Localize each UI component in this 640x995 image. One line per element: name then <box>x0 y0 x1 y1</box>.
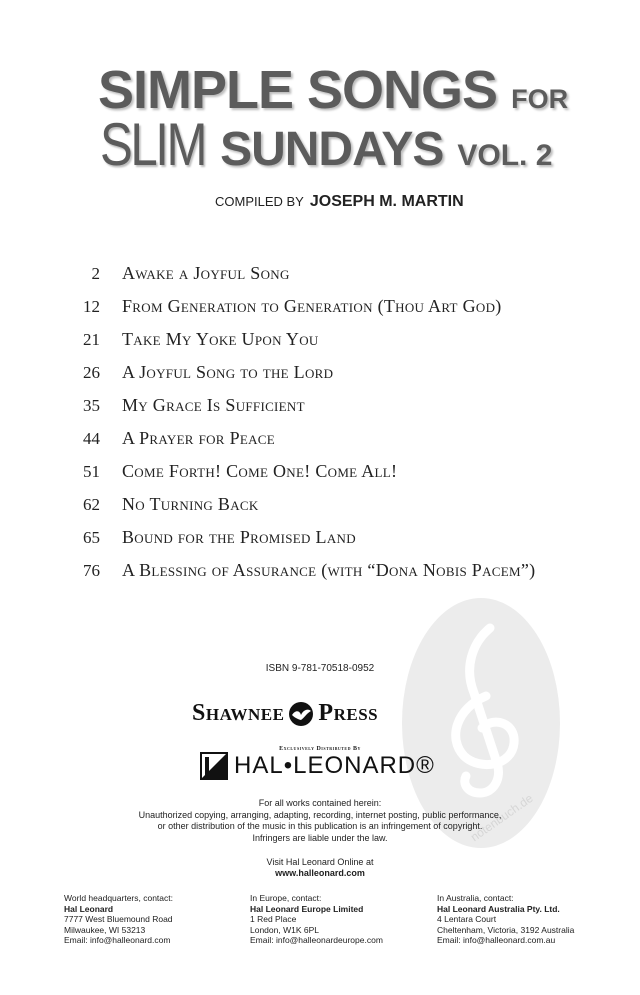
toc-title: A Prayer for Peace <box>122 428 276 448</box>
compiled-by-label: COMPILED BY <box>215 194 304 209</box>
shawnee-press-logo <box>192 700 378 727</box>
toc-entry[interactable] <box>60 362 620 395</box>
address-heading: In Europe, contact: <box>250 893 322 903</box>
address-europe <box>250 893 383 946</box>
hal-leonard-logo <box>200 752 435 780</box>
address-line: Cheltenham, Victoria, 3192 Australia <box>437 924 575 935</box>
address-heading: In Australia, contact: <box>437 893 514 903</box>
toc-entry[interactable] <box>60 395 620 428</box>
toc-title: From Generation to Generation (Thou Art God) <box>122 296 502 316</box>
toc-page: 12 <box>83 297 100 316</box>
address-line: 1 Red Place <box>250 914 297 924</box>
isbn: ISBN 9-781-70518-0952 <box>265 663 375 674</box>
toc-title: A Blessing of Assurance (with “Dona Nobis Pacem”) <box>122 560 536 580</box>
address-email[interactable]: Email: info@halleonard.com.au <box>437 935 556 945</box>
title-slim: SLIM <box>100 111 205 178</box>
toc-page: 21 <box>83 330 100 349</box>
address-line: 7777 West Bluemound Road <box>64 914 173 924</box>
address-email[interactable]: Email: info@halleonardeurope.com <box>250 935 383 945</box>
title-for: FOR <box>511 84 569 114</box>
address-heading: World headquarters, contact: <box>64 893 173 903</box>
dove-icon <box>286 701 316 727</box>
toc-title: A Joyful Song to the Lord <box>122 362 334 382</box>
title-sundays: SUNDAYS <box>220 123 444 176</box>
legal-line: or other distribution of the music in this publication is an infringement of copyright. <box>157 821 483 831</box>
toc-entry[interactable] <box>60 560 620 593</box>
hal-leonard-mark-icon <box>200 752 228 780</box>
toc-title: My Grace Is Sufficient <box>122 395 305 415</box>
address-email[interactable]: Email: info@halleonard.com <box>64 935 171 945</box>
toc-entry[interactable] <box>60 527 620 560</box>
compiler-name: JOSEPH M. MARTIN <box>309 193 464 210</box>
hal-leonard-wordmark: HAL•LEONARD® <box>234 752 435 779</box>
address-line: Milwaukee, WI 53213 <box>64 924 146 935</box>
toc-page: 76 <box>83 561 100 580</box>
toc-page: 35 <box>83 396 100 415</box>
title-vol: VOL. 2 <box>457 139 553 172</box>
title-simple-songs: SIMPLE SONGS <box>98 60 498 120</box>
visit-text: Visit Hal Leonard Online at <box>266 857 374 867</box>
toc-title: Come Forth! Come One! Come All! <box>122 461 398 481</box>
visit-online <box>0 857 640 879</box>
toc-entry[interactable] <box>60 494 620 527</box>
toc-entry[interactable] <box>60 296 620 329</box>
copyright-notice <box>0 798 640 844</box>
toc-entry[interactable] <box>60 329 620 362</box>
toc-page: 62 <box>83 495 100 514</box>
toc-title: Bound for the Promised Land <box>122 527 356 547</box>
website-link[interactable]: www.halleonard.com <box>275 868 365 878</box>
legal-line: Infringers are liable under the law. <box>252 832 388 843</box>
toc-title: Awake a Joyful Song <box>122 263 290 283</box>
address-australia <box>437 893 574 946</box>
address-company: Hal Leonard Australia Pty. Ltd. <box>437 903 560 914</box>
toc-entry[interactable] <box>60 461 620 494</box>
toc-title: Take My Yoke Upon You <box>122 329 319 349</box>
legal-line: Unauthorized copying, arranging, adapting, recording, internet posting, public performance, <box>138 809 502 820</box>
address-line: London, W1K 6PL <box>250 924 319 935</box>
press-word: Press <box>318 700 379 726</box>
compiler-credit <box>215 193 464 211</box>
book-title-line2 <box>100 111 553 186</box>
toc-page: 44 <box>83 429 100 448</box>
toc-entry[interactable] <box>60 428 620 461</box>
toc-page: 65 <box>83 528 100 547</box>
toc-title: No Turning Back <box>122 494 259 514</box>
legal-line: For all works contained herein: <box>258 798 382 808</box>
toc-page: 51 <box>83 462 100 481</box>
toc-page: 26 <box>83 363 100 382</box>
toc-entry[interactable] <box>60 263 620 296</box>
address-company: Hal Leonard <box>64 903 114 914</box>
address-line: 4 Lentara Court <box>437 914 497 924</box>
distributed-by: Exclusively Distributed By <box>279 746 361 752</box>
toc-page: 2 <box>91 264 100 283</box>
table-of-contents <box>60 263 620 593</box>
watermark-text: notenbuch.de <box>467 791 536 845</box>
shawnee-word: Shawnee <box>192 700 285 726</box>
address-world-hq <box>64 893 173 946</box>
address-company: Hal Leonard Europe Limited <box>250 903 364 914</box>
